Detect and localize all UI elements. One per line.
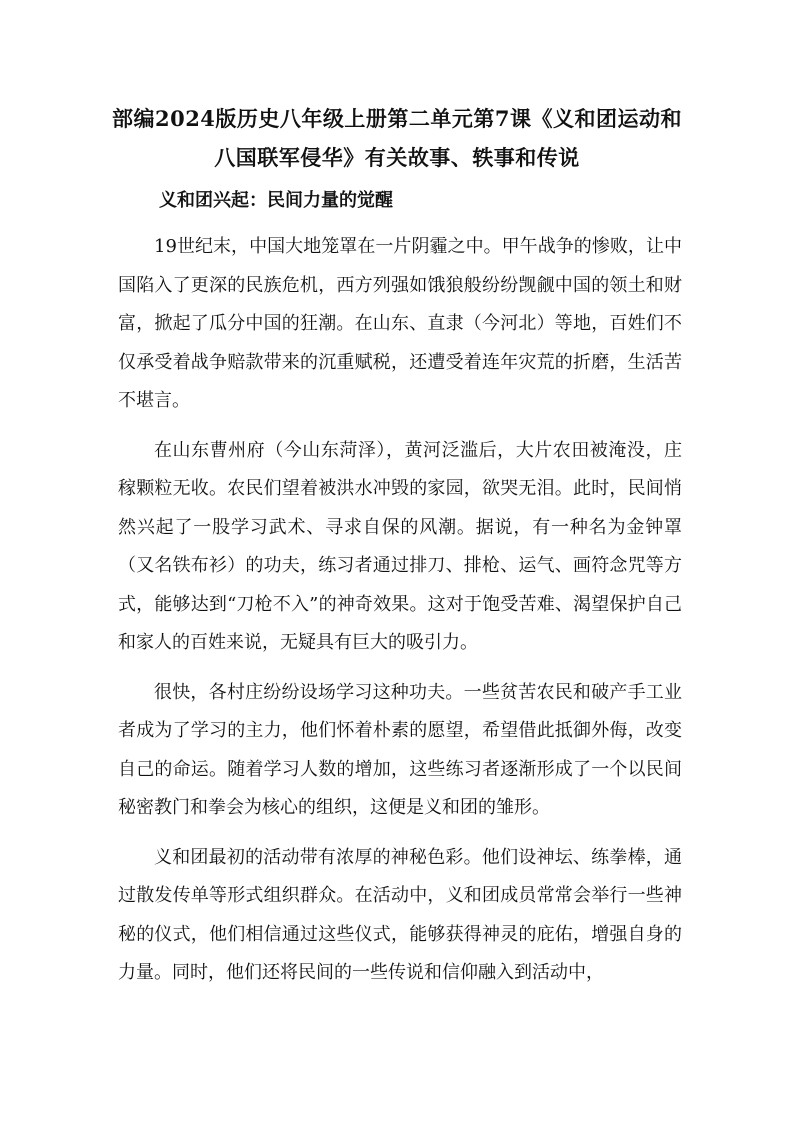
document-title-line-2: 八国联军侵华》有关故事、轶事和传说 xyxy=(214,145,580,170)
paragraph: 义和团最初的活动带有浓厚的神秘色彩。他们设神坛、练拳棒，通过散发传单等形式组织群众。在活动中，义和团成员常常会举行一些神秘的仪式，他们相信通过这些仪式，能够获得神灵的庇佑，增强自身的力量。同时，他们还将民间的一些传说和信仰融入到活动中， xyxy=(118,846,682,983)
paragraph: 很快，各村庄纷纷设场学习这种功夫。一些贫苦农民和破产手工业者成为了学习的主力，他们怀着朴素的愿望，希望借此抵御外侮，改变自己的命运。随着学习人数的增加，这些练习者逐渐形成了一个以民间秘密教门和拳会为核心的组织，这便是义和团的雏形。 xyxy=(118,681,682,818)
paragraph: 19世纪末，中国大地笼罩在一片阴霾之中。甲午战争的惨败，让中国陷入了更深的民族危机，西方列强如饿狼般纷纷觊觎中国的领土和财富，掀起了瓜分中国的狂潮。在山东、直隶（今河北）等地，百姓们不仅承受着战争赔款带来的沉重赋税，还遭受着连年灾荒的折磨，生活苦不堪言。 xyxy=(118,236,682,411)
document-title-line-1: 部编2024版历史八年级上册第二单元第7课《义和团运动和 xyxy=(111,106,683,131)
section-heading: 义和团兴起：民间力量的觉醒 xyxy=(159,190,393,211)
paragraph: 在山东曹州府（今山东菏泽），黄河泛滥后，大片农田被淹没，庄稼颗粒无收。农民们望着被洪水冲毁的家园，欲哭无泪。此时，民间悄然兴起了一股学习武术、寻求自保的风潮。据说，有一种名为金钟罩（又名铁布衫）的功夫，练习者通过排刀、排枪、运气、画符念咒等方式，能够达到“刀枪不入”的神奇效果。这对于饱受苦难、渴望保护自己和家人的百姓来说，无疑具有巨大的吸引力。 xyxy=(118,439,682,653)
document-body xyxy=(118,228,682,1004)
